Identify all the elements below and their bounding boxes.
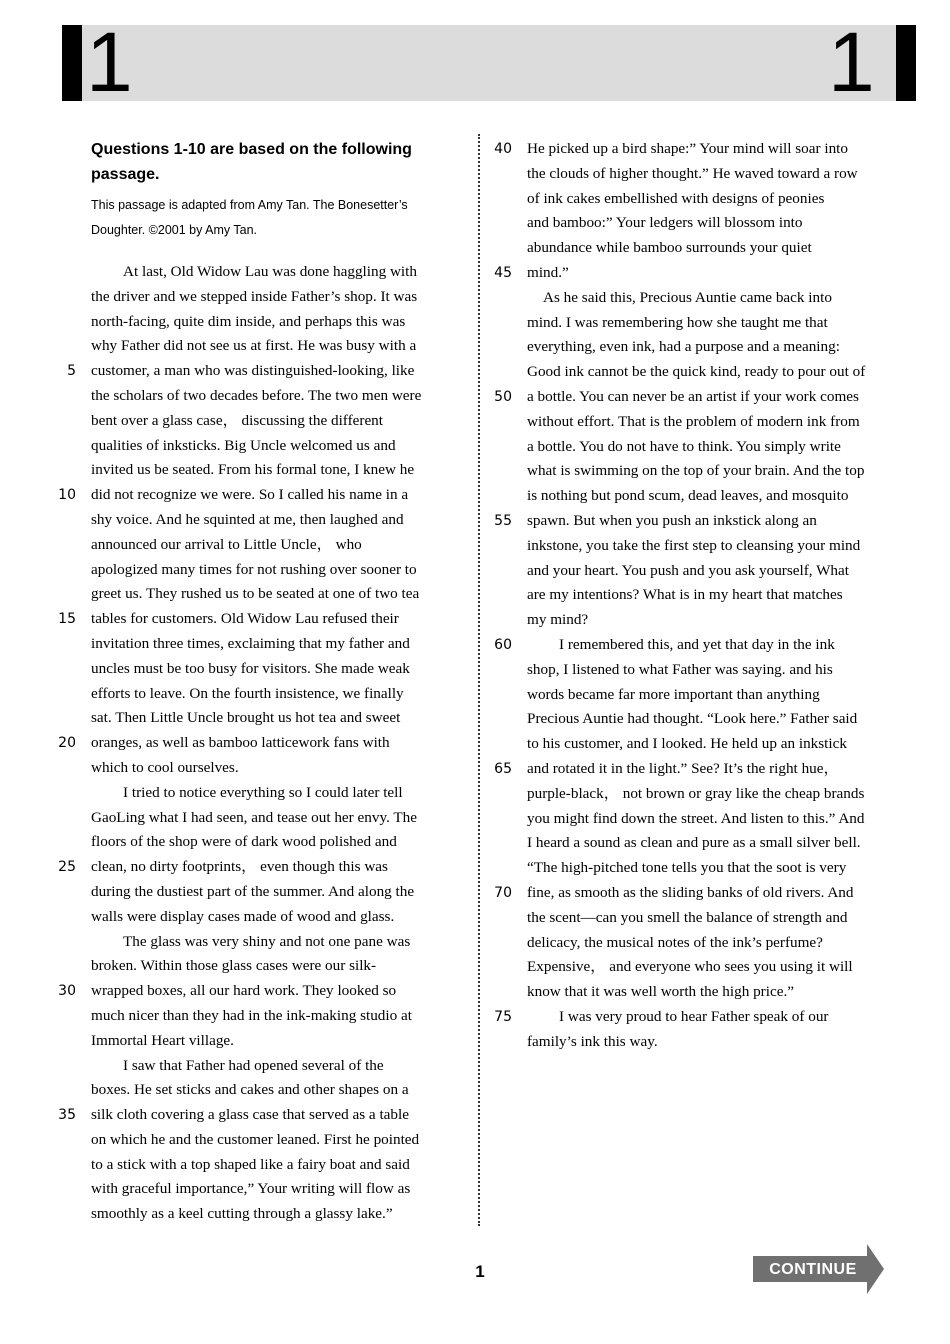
passage-line: GaoLing what I had seen, and tease out her envy. The: [91, 808, 417, 826]
line-number: 45: [494, 265, 512, 281]
passage-line: are my intentions? What is in my heart that matches: [527, 586, 843, 604]
passage-line: He picked up a bird shape:” Your mind will soar into: [527, 140, 848, 157]
line-number: 70: [494, 885, 512, 901]
passage-line: did not recognize we were. So I called his name in a: [91, 486, 409, 504]
passage-line: the driver and we stepped inside Father’s shop. It was: [91, 287, 418, 305]
passage-line: spawn. But when you push an inkstick along an: [527, 511, 817, 529]
passage-intro: [91, 137, 443, 243]
passage-line: north-facing, quite dim inside, and perhaps this was: [91, 312, 406, 330]
passage-line: much nicer than they had in the ink-making studio at: [91, 1006, 412, 1024]
line-number: 75: [494, 1009, 512, 1025]
passage-line: As he said this, Precious Auntie came back into: [543, 288, 832, 306]
passage-line: I tried to notice everything so I could later tell: [123, 783, 403, 801]
passage-line: is nothing but pond scum, dead leaves, and mosquito: [527, 487, 849, 505]
passage-line: boxes. He set sticks and cakes and other shapes on a: [91, 1081, 409, 1099]
continue-button[interactable]: [753, 1244, 884, 1294]
passage-line: why Father did not see us at first. He was busy with a: [91, 337, 417, 355]
passage-line: Expensive， and everyone who sees you using it will: [527, 958, 853, 976]
passage-line: qualities of inksticks. Big Uncle welcomed us and: [91, 436, 396, 454]
passage-line: on which he and the customer leaned. First he pointed: [91, 1130, 420, 1148]
passage-line: I was very proud to hear Father speak of our: [559, 1007, 829, 1025]
line-number: 60: [494, 637, 512, 653]
passage-line: to a stick with a top shaped like a fairy boat and said: [91, 1155, 410, 1173]
passage-line: mind.”: [527, 263, 569, 281]
passage-line: I saw that Father had opened several of the: [123, 1056, 384, 1074]
passage-intro-title: Questions 1-10 are based on the following passage.: [91, 141, 412, 183]
line-number: 65: [494, 761, 512, 777]
passage-source-note: This passage is adapted from Amy Tan. The Bonesetter’s Doughter. ©2001 by Amy Tan.: [91, 198, 408, 237]
passage-line: and your heart. You push and you ask yourself, What: [527, 561, 849, 579]
passage-line: of ink cakes embellished with designs of peonies: [527, 189, 825, 207]
passage-line: abundance while bamboo surrounds your quiet: [527, 239, 812, 257]
passage-line: uncles must be too busy for visitors. She made weak: [91, 659, 410, 677]
passage-line: I remembered this, and yet that day in the ink: [559, 635, 835, 653]
passage-line: which to cool ourselves.: [91, 758, 239, 776]
line-number: 10: [58, 487, 76, 503]
passage-line: invited us be seated. From his formal tone, I knew he: [91, 461, 415, 479]
passage-line: floors of the shop were of dark wood polished and: [91, 833, 397, 851]
passage-line: oranges, as well as bamboo latticework fans with: [91, 734, 390, 752]
passage-line: and bamboo:” Your ledgers will blossom into: [527, 214, 803, 232]
passage-line: during the dustiest part of the summer. And along the: [91, 882, 415, 900]
passage-line: delicacy, the musical notes of the ink’s perfume?: [527, 933, 823, 951]
passage-line: to his customer, and I looked. He held up an inkstick: [527, 735, 847, 753]
section-number-right: 1: [828, 15, 875, 109]
passage-column-right: [527, 137, 865, 1054]
passage-line: without effort. That is the problem of modern ink from: [527, 412, 860, 430]
passage-line: purple-black， not brown or gray like the cheap brands: [527, 784, 865, 802]
passage-line: smoothly as a keel cutting through a glassy lake.”: [91, 1205, 393, 1223]
passage-line: broken. Within those glass cases were our silk-: [91, 957, 377, 975]
passage-line: “The high-pitched tone tells you that the soot is very: [527, 859, 847, 877]
passage-line: shy voice. And he squinted at me, then laughed and: [91, 510, 404, 528]
passage-line: bent over a glass case， discussing the different: [91, 411, 383, 429]
line-number: 5: [67, 363, 76, 379]
passage-line: my mind?: [527, 611, 589, 629]
line-number: 25: [58, 859, 76, 875]
passage-line: tables for customers. Old Widow Lau refused their: [91, 610, 399, 628]
line-number: 55: [494, 513, 512, 529]
passage-line: wrapped boxes, all our hard work. They looked so: [91, 982, 397, 1000]
passage-line: a bottle. You do not have to think. You simply write: [527, 437, 841, 455]
passage-line: the scent—can you smell the balance of strength and: [527, 908, 848, 926]
passage-line: The glass was very shiny and not one pane was: [123, 932, 411, 950]
passage-line: silk cloth covering a glass case that served as a table: [91, 1106, 409, 1124]
line-number: 35: [58, 1107, 76, 1123]
passage-line: you might find down the street. And listen to this.” And: [527, 809, 865, 827]
passage-line: the clouds of higher thought.” He waved toward a row: [527, 164, 858, 182]
passage-line: I heard a sound as clean and pure as a small silver bell.: [527, 834, 861, 852]
passage-line: fine, as smooth as the sliding banks of old rivers. And: [527, 883, 854, 901]
passage-line: the scholars of two decades before. The two men were: [91, 386, 422, 404]
column-divider: [478, 134, 480, 1226]
passage-line: and rotated it in the light.” See? It’s the right hue，: [527, 759, 839, 777]
line-number: 50: [494, 389, 512, 405]
passage-line: with graceful importance,” Your writing will flow as: [91, 1180, 411, 1198]
passage-line: shop, I listened to what Father was saying. and his: [527, 660, 833, 678]
passage-line: walls were display cases made of wood and glass.: [91, 907, 395, 925]
section-number-left: 1: [86, 15, 133, 109]
passage-line: customer, a man who was distinguished-looking, like: [91, 362, 415, 380]
passage-line: greet us. They rushed us to be seated at one of two tea: [91, 585, 420, 603]
header-bar-right: [896, 25, 916, 101]
line-number: 40: [494, 141, 512, 157]
passage-line: Immortal Heart village.: [91, 1031, 234, 1049]
passage-line: what is swimming on the top of your brain. And the top: [527, 462, 865, 480]
line-number: 30: [58, 983, 76, 999]
passage-line: sat. Then Little Uncle brought us hot tea and sweet: [91, 709, 401, 727]
passage-line: inkstone, you take the first step to cleansing your mind: [527, 536, 861, 554]
line-number: 15: [58, 611, 76, 627]
passage-line: know that it was well worth the high price.”: [527, 983, 794, 1001]
passage-line: Precious Auntie had thought. “Look here.” Father said: [527, 710, 858, 728]
continue-label: CONTINUE: [769, 1261, 857, 1278]
passage-column-left: [91, 260, 421, 1227]
passage-line: mind. I was remembering how she taught me that: [527, 313, 828, 331]
passage-line: a bottle. You can never be an artist if your work comes: [527, 387, 859, 405]
passage-line: invitation three times, exclaiming that my father and: [91, 634, 410, 652]
passage-line: words became far more important than anything: [527, 685, 820, 703]
passage-line: efforts to leave. On the fourth insistence, we finally: [91, 684, 404, 702]
line-number: 20: [58, 735, 76, 751]
passage-line: apologized many times for not rushing over sooner to: [91, 560, 417, 578]
passage-line: family’s ink this way.: [527, 1032, 658, 1050]
header-band: [62, 25, 916, 101]
passage-line: At last, Old Widow Lau was done haggling with: [123, 263, 417, 280]
passage-line: everything, even ink, had a purpose and a meaning:: [527, 338, 840, 356]
passage-line: announced our arrival to Little Uncle， who: [91, 535, 362, 553]
page-number: 1: [475, 1262, 485, 1281]
passage-line: Good ink cannot be the quick kind, ready to pour out of: [527, 363, 866, 381]
header-bar-left: [62, 25, 82, 101]
passage-line: clean, no dirty footprints， even though this was: [91, 858, 388, 876]
